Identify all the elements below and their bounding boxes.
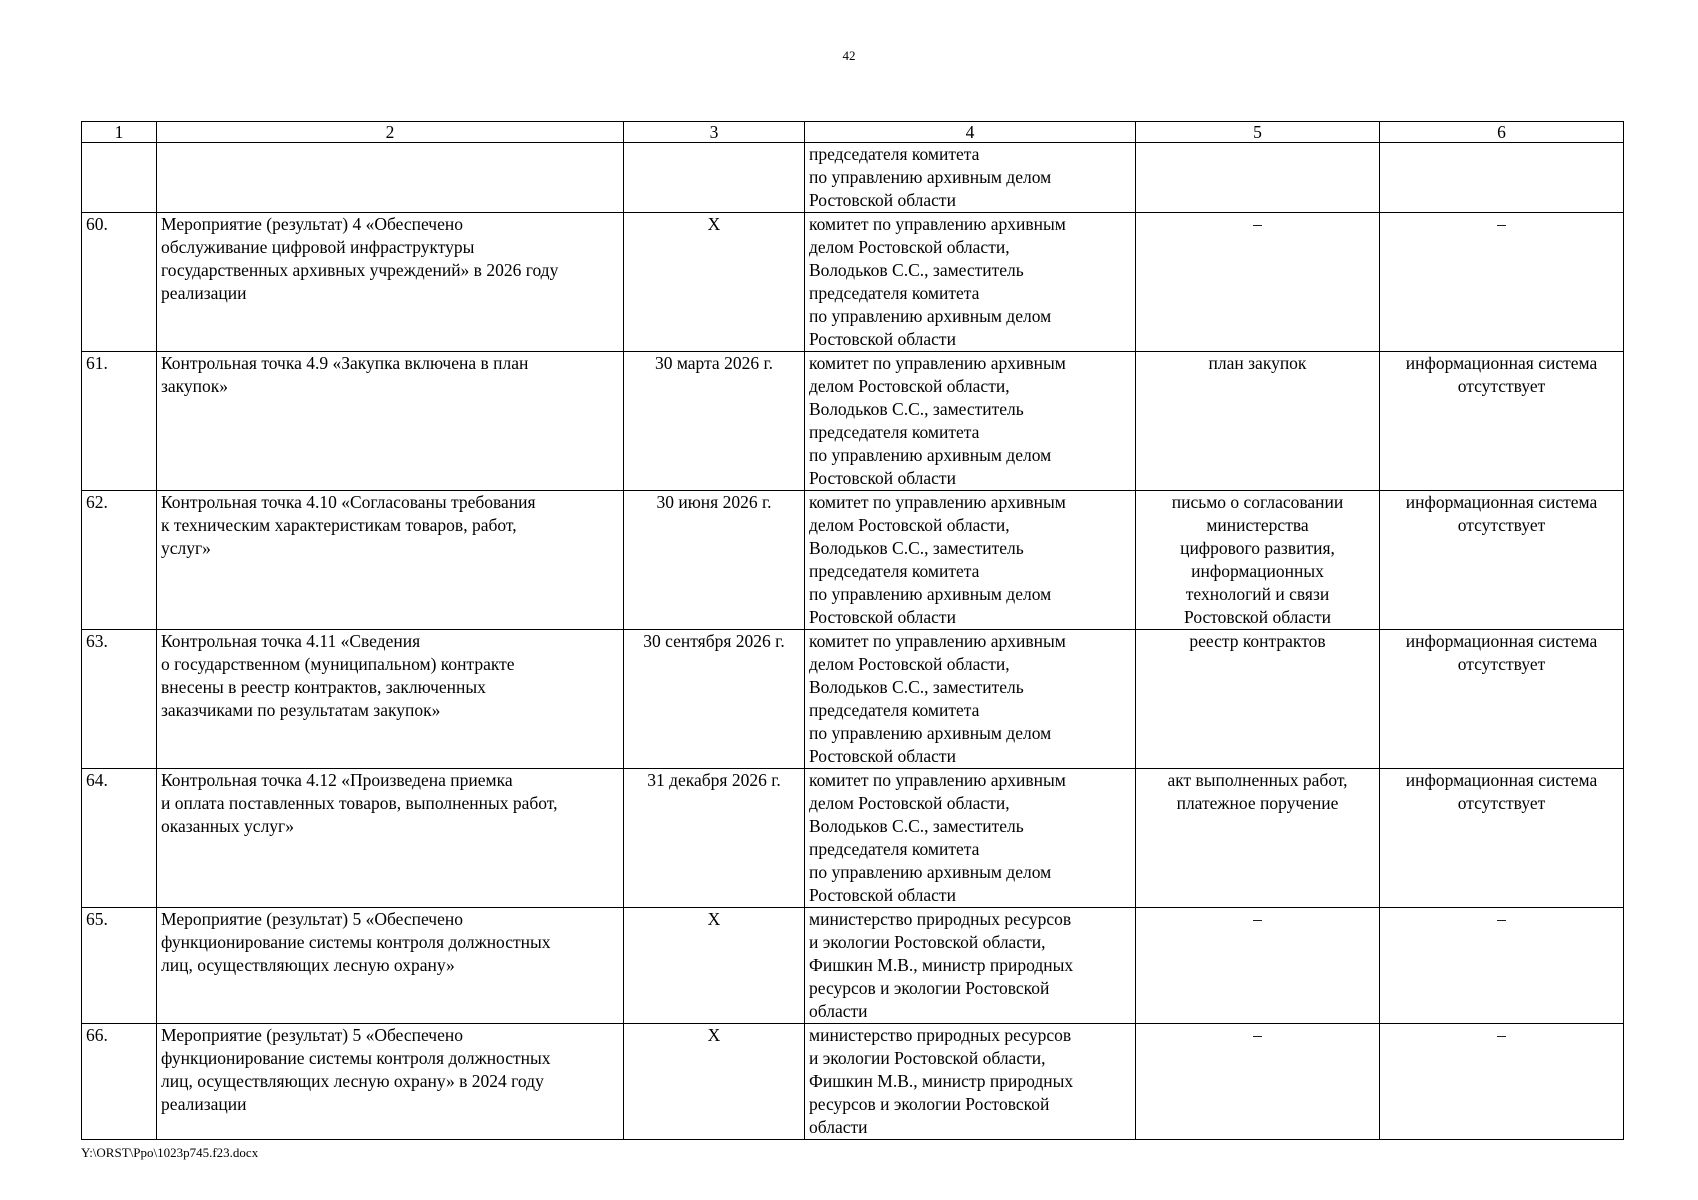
- responsible-cell: [805, 769, 1136, 908]
- cell-text-line: информационная система: [1405, 770, 1598, 790]
- info-system-cell: [1380, 1024, 1624, 1140]
- cell-text-line: информационная система: [1405, 631, 1598, 651]
- cell-text-line: ресурсов и экологии Ростовской: [809, 1094, 1050, 1114]
- table-body: [82, 143, 1624, 1140]
- cell-text-line: комитет по управлению архивным: [809, 214, 1066, 234]
- cell-text-line: план закупок: [1208, 353, 1307, 373]
- document-cell: [1136, 143, 1380, 213]
- responsible-cell: [805, 908, 1136, 1024]
- cell-text-line: услуг»: [161, 538, 211, 558]
- table-row: [82, 143, 1624, 213]
- cell-text-line: ресурсов и экологии Ростовской: [809, 978, 1050, 998]
- document-cell: [1136, 352, 1380, 491]
- responsible-cell: [805, 1024, 1136, 1140]
- info-system-cell: [1380, 908, 1624, 1024]
- document-cell: [1136, 491, 1380, 630]
- deadline-cell: [624, 352, 805, 491]
- cell-text-line: и экологии Ростовской области,: [809, 1048, 1046, 1068]
- cell-text-line: оказанных услуг»: [161, 816, 294, 836]
- cell-text-line: министерство природных ресурсов: [809, 909, 1072, 929]
- event-name-cell: [157, 213, 624, 352]
- cell-text-line: председателя комитета: [809, 144, 980, 164]
- column-header: 5: [1136, 122, 1380, 143]
- cell-text-line: Володьков С.С., заместитель: [809, 677, 1024, 697]
- info-system-cell: [1380, 352, 1624, 491]
- cell-text-line: 30 сентября 2026 г.: [643, 631, 785, 651]
- cell-text-line: делом Ростовской области,: [809, 515, 1010, 535]
- cell-text-line: –: [1497, 214, 1506, 234]
- cell-text-line: Контрольная точка 4.11 «Сведения: [161, 631, 421, 651]
- cell-text-line: письмо о согласовании: [1171, 492, 1344, 512]
- cell-text-line: реализации: [161, 283, 247, 303]
- cell-text-line: 30 марта 2026 г.: [654, 353, 774, 373]
- row-number-cell: 62.: [82, 491, 157, 630]
- cell-text-line: к техническим характеристикам товаров, работ,: [161, 515, 517, 535]
- cell-text-line: закупок»: [161, 376, 229, 396]
- deadline-cell: [624, 769, 805, 908]
- responsible-cell: [805, 213, 1136, 352]
- document-cell: [1136, 213, 1380, 352]
- cell-text-line: –: [1497, 909, 1506, 929]
- cell-text-line: Ростовской области: [1184, 607, 1331, 627]
- cell-text-line: Контрольная точка 4.10 «Согласованы требования: [161, 492, 536, 512]
- cell-text-line: Фишкин М.В., министр природных: [809, 955, 1074, 975]
- cell-text-line: реестр контрактов: [1189, 631, 1326, 651]
- cell-text-line: области: [809, 1117, 868, 1137]
- cell-text-line: лиц, осуществляющих лесную охрану» в 2024 году: [161, 1071, 544, 1091]
- document-cell: [1136, 630, 1380, 769]
- cell-text-line: –: [1253, 1025, 1262, 1045]
- cell-text-line: 31 декабря 2026 г.: [647, 770, 781, 790]
- cell-text-line: министерство природных ресурсов: [809, 1025, 1072, 1045]
- cell-text-line: Ростовской области: [809, 468, 956, 488]
- deadline-cell: [624, 630, 805, 769]
- document-cell: [1136, 769, 1380, 908]
- cell-text-line: комитет по управлению архивным: [809, 631, 1066, 651]
- cell-text-line: комитет по управлению архивным: [809, 770, 1066, 790]
- cell-text-line: информационная система: [1405, 492, 1598, 512]
- cell-text-line: реализации: [161, 1094, 247, 1114]
- cell-text-line: лиц, осуществляющих лесную охрану»: [161, 955, 455, 975]
- row-number-cell: 63.: [82, 630, 157, 769]
- cell-text-line: акт выполненных работ,: [1167, 770, 1348, 790]
- cell-text-line: Ростовской области: [809, 607, 956, 627]
- deadline-cell: [624, 491, 805, 630]
- cell-text-line: информационных: [1191, 561, 1324, 581]
- cell-text-line: отсутствует: [1457, 654, 1546, 674]
- event-name-cell: [157, 630, 624, 769]
- cell-text-line: Ростовской области: [809, 746, 956, 766]
- cell-text-line: министерства: [1206, 515, 1309, 535]
- cell-text-line: 30 июня 2026 г.: [656, 492, 772, 512]
- cell-text-line: председателя комитета: [809, 283, 980, 303]
- cell-text-line: цифрового развития,: [1180, 538, 1335, 558]
- cell-text-line: Ростовской области: [809, 885, 956, 905]
- info-system-cell: [1380, 143, 1624, 213]
- cell-text-line: Фишкин М.В., министр природных: [809, 1071, 1074, 1091]
- cell-text-line: председателя комитета: [809, 839, 980, 859]
- responsible-cell: [805, 491, 1136, 630]
- cell-text-line: Володьков С.С., заместитель: [809, 260, 1024, 280]
- table-header-row: [82, 122, 1624, 143]
- column-header: 1: [82, 122, 157, 143]
- cell-text-line: по управлению архивным делом: [809, 862, 1052, 882]
- event-name-cell: [157, 491, 624, 630]
- cell-text-line: Ростовской области: [809, 329, 956, 349]
- cell-text-line: председателя комитета: [809, 700, 980, 720]
- info-system-cell: [1380, 769, 1624, 908]
- deadline-cell: [624, 213, 805, 352]
- cell-text-line: отсутствует: [1457, 793, 1546, 813]
- info-system-cell: [1380, 630, 1624, 769]
- cell-text-line: и экологии Ростовской области,: [809, 932, 1046, 952]
- cell-text-line: Володьков С.С., заместитель: [809, 538, 1024, 558]
- cell-text-line: Х: [707, 909, 721, 929]
- footer-file-path: Y:\ORST\Ppo\1023p745.f23.docx: [81, 1145, 259, 1160]
- cell-text-line: Контрольная точка 4.9 «Закупка включена в план: [161, 353, 529, 373]
- cell-text-line: о государственном (муниципальном) контракте: [161, 654, 515, 674]
- column-header: 3: [624, 122, 805, 143]
- row-number-cell: 65.: [82, 908, 157, 1024]
- event-name-cell: [157, 352, 624, 491]
- responsible-cell: [805, 143, 1136, 213]
- event-name-cell: [157, 769, 624, 908]
- deadline-cell: [624, 143, 805, 213]
- cell-text-line: Мероприятие (результат) 5 «Обеспечено: [161, 909, 463, 929]
- plan-table: [81, 121, 1624, 1140]
- cell-text-line: Х: [707, 214, 721, 234]
- info-system-cell: [1380, 491, 1624, 630]
- event-name-cell: [157, 1024, 624, 1140]
- cell-text-line: Контрольная точка 4.12 «Произведена приемка: [161, 770, 513, 790]
- document-cell: [1136, 908, 1380, 1024]
- cell-text-line: заказчиками по результатам закупок»: [161, 700, 441, 720]
- cell-text-line: Мероприятие (результат) 5 «Обеспечено: [161, 1025, 463, 1045]
- column-header: 4: [805, 122, 1136, 143]
- cell-text-line: Володьков С.С., заместитель: [809, 399, 1024, 419]
- cell-text-line: делом Ростовской области,: [809, 654, 1010, 674]
- column-header: 2: [157, 122, 624, 143]
- responsible-cell: [805, 352, 1136, 491]
- cell-text-line: по управлению архивным делом: [809, 723, 1052, 743]
- cell-text-line: комитет по управлению архивным: [809, 353, 1066, 373]
- table-row: [82, 769, 1624, 908]
- cell-text-line: функционирование системы контроля должностных: [161, 932, 551, 952]
- cell-text-line: по управлению архивным делом: [809, 306, 1052, 326]
- table-row: [82, 352, 1624, 491]
- row-number-cell: 61.: [82, 352, 157, 491]
- table-row: [82, 1024, 1624, 1140]
- cell-text-line: комитет по управлению архивным: [809, 492, 1066, 512]
- cell-text-line: Ростовской области: [809, 190, 956, 210]
- row-number-cell: 66.: [82, 1024, 157, 1140]
- cell-text-line: делом Ростовской области,: [809, 793, 1010, 813]
- cell-text-line: по управлению архивным делом: [809, 445, 1052, 465]
- table-row: [82, 213, 1624, 352]
- cell-text-line: председателя комитета: [809, 422, 980, 442]
- cell-text-line: –: [1497, 1025, 1506, 1045]
- cell-text-line: государственных архивных учреждений» в 2026 году: [161, 260, 559, 280]
- table-row: [82, 908, 1624, 1024]
- cell-text-line: области: [809, 1001, 868, 1021]
- responsible-cell: [805, 630, 1136, 769]
- event-name-cell: [157, 143, 624, 213]
- document-cell: [1136, 1024, 1380, 1140]
- cell-text-line: информационная система: [1405, 353, 1598, 373]
- row-number-cell: 60.: [82, 213, 157, 352]
- cell-text-line: делом Ростовской области,: [809, 237, 1010, 257]
- info-system-cell: [1380, 213, 1624, 352]
- cell-text-line: Мероприятие (результат) 4 «Обеспечено: [161, 214, 463, 234]
- cell-text-line: по управлению архивным делом: [809, 584, 1052, 604]
- table-row: [82, 630, 1624, 769]
- cell-text-line: –: [1253, 909, 1262, 929]
- cell-text-line: Володьков С.С., заместитель: [809, 816, 1024, 836]
- deadline-cell: [624, 908, 805, 1024]
- row-number-cell: 64.: [82, 769, 157, 908]
- cell-text-line: –: [1253, 214, 1262, 234]
- column-header: 6: [1380, 122, 1624, 143]
- row-number-cell: [82, 143, 157, 213]
- cell-text-line: платежное поручение: [1176, 793, 1339, 813]
- cell-text-line: функционирование системы контроля должностных: [161, 1048, 551, 1068]
- event-name-cell: [157, 908, 624, 1024]
- table-row: [82, 491, 1624, 630]
- cell-text-line: Х: [707, 1025, 721, 1045]
- cell-text-line: обслуживание цифровой инфраструктуры: [161, 237, 475, 257]
- cell-text-line: внесены в реестр контрактов, заключенных: [161, 677, 486, 697]
- page-number: 42: [842, 48, 856, 63]
- cell-text-line: и оплата поставленных товаров, выполненных работ,: [161, 793, 558, 813]
- cell-text-line: председателя комитета: [809, 561, 980, 581]
- deadline-cell: [624, 1024, 805, 1140]
- cell-text-line: отсутствует: [1457, 515, 1546, 535]
- cell-text-line: по управлению архивным делом: [809, 167, 1052, 187]
- cell-text-line: технологий и связи: [1185, 584, 1330, 604]
- cell-text-line: отсутствует: [1457, 376, 1546, 396]
- cell-text-line: делом Ростовской области,: [809, 376, 1010, 396]
